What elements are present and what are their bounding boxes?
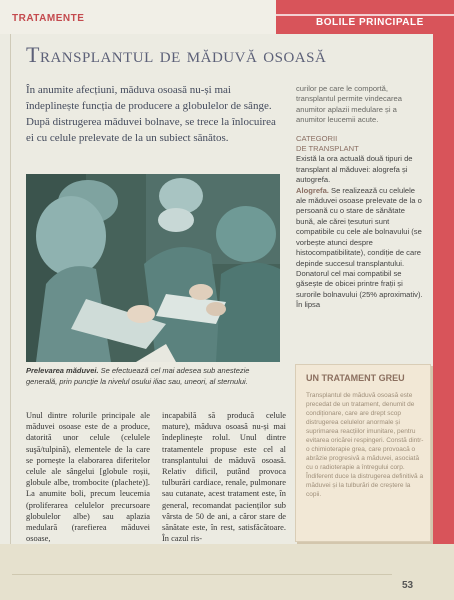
column-3-continuation: curilor pe care le comportă, transplantul permite vindecarea anumitor aplazii medulare și a anumitor leucemii acute.: [296, 84, 402, 125]
bottom-rule: [12, 574, 392, 575]
page-frame-left: [10, 34, 11, 544]
section-label-left: TRATAMENTE: [12, 13, 85, 24]
sidebar-box-title: UN TRATAMENT GREU: [306, 373, 405, 383]
sidebar-box-text: Transplantul de măduvă osoasă este precedat de un tratament, denumit de condiționare, care are drept scop distrugerea celulelor anormale și suprimarea reacțiilor imunitare, pentru evitarea oricărei respingeri. Constă dintr-o chimioterapie grea, care provoacă o abrăzie progresivă a măduvei, asociată cu o radioterapie a întregului corp. Îndiferent duce la distrugerea definitivă a măduvei și la tulburări de creștere la copii.: [306, 392, 424, 498]
body-column-2: incapabilă să producă celule mature), măduva osoasă nu-și mai îndeplinește rolul. Unul dintre tratamentele propuse este cel al transplantului de măduvă osoasă. Relativ dificil, putând provoca tulburări cardiace, renale, pulmonare sau cutanate, acest tratament este, în general, recomandat pacienților sub vârsta de 50 de ani, a căror stare de sănătate este, în rest, satisfăcătoare. În cazul ris-: [162, 411, 286, 544]
sidebar-box: [295, 364, 431, 542]
category-heading-line-2: DE TRANSPLANT: [296, 144, 359, 154]
category-heading-line-1: CATEGORII: [296, 133, 338, 143]
section-label-right: BOLILE PRINCIPALE: [316, 17, 424, 28]
photo-caption: [26, 366, 282, 387]
article-lead: În anumite afecțiuni, măduva osoasă nu-și mai îndeplinește funcția de producere a globulelor de sânge. După distrugerea măduvei bolnave, se trece la înlocuirea ei cu celule prelevate de la un subiect sănătos.: [26, 84, 276, 144]
right-red-rail: [433, 34, 454, 544]
body-column-1: Unul dintre rolurile principale ale măduvei osoase este de a produce, datorită unor celule (celulele suşă/tulpină), elementele de la care se pornește la elaborarea diferitelor celule ale sângelui [globule roșii, globule albe, trombocite (plachete)]. La anumite boli, precum leucemia (proliferarea celulelor precursoare globulelor albe) sau aplazia medulară (rarefierea măduvei osoase,: [26, 411, 150, 544]
bottom-band: [0, 544, 454, 600]
page-number: 53: [402, 580, 414, 591]
caption-bold: Prelevarea măduvei.: [26, 366, 99, 375]
caption-text: Se efectuează cel mai adesea sub anestezie generală, prin puncție la nivelul osului iliac sau, uneori, al sternului.: [26, 366, 250, 386]
category-intro: Există la ora actuală două tipuri de transplant al măduvei: alogrefa și autogrefa.: [296, 154, 413, 185]
term-alogrefa: Alogrefa.: [296, 185, 329, 195]
surgery-photo: [26, 174, 280, 362]
alogrefa-body: Se realizează cu celulele ale măduvei osoase prelevate de la o persoană cu o stare de sănătate bună, ale cărei țesuturi sunt compatibile cu cele ale bolnavului (se vorbește atunci despre histocompatibilitate), condiție de care depinde succesul transplantului. Donatorul cel mai compatibil se găsește de obicei printre frații și surorile bolnavului (25% aproximativ). În lipsa: [296, 185, 423, 310]
body-column-3: [296, 84, 426, 311]
surgery-photo-illustration: [26, 174, 280, 362]
top-red-rule: [276, 14, 454, 16]
article-title: Transplantul de măduvă osoasă: [26, 42, 327, 67]
